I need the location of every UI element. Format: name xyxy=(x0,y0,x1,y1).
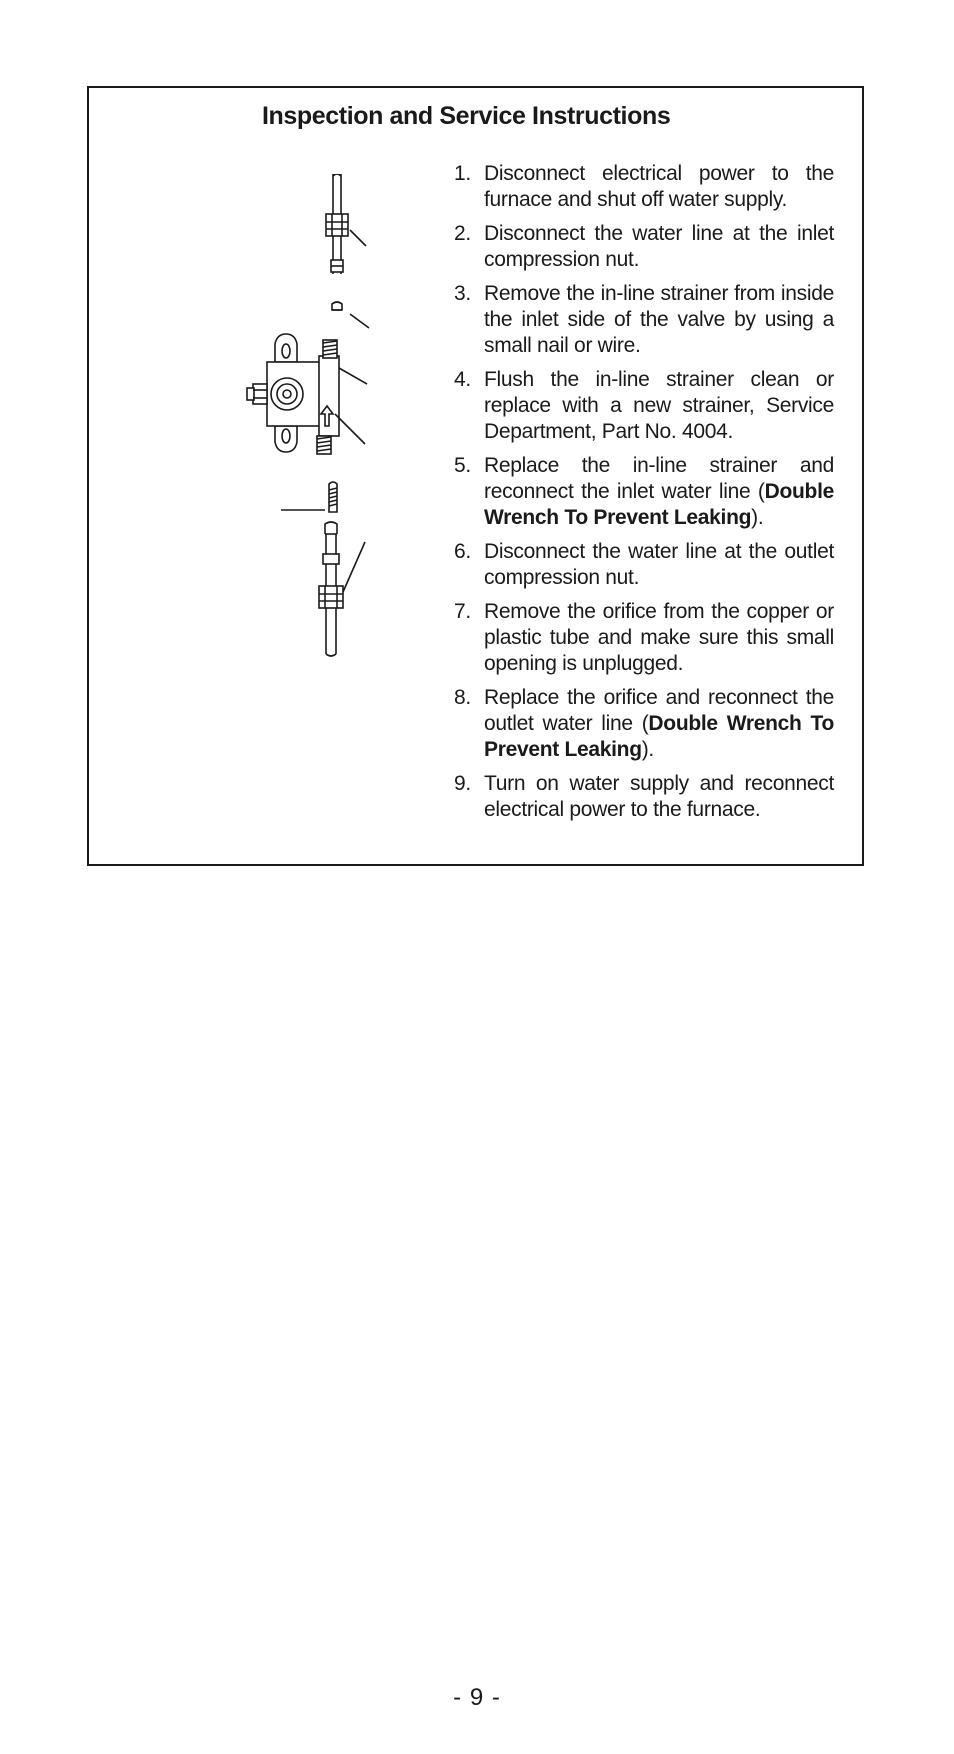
step-text: Disconnect the water line at the outlet compression nut. xyxy=(484,540,834,589)
panel-title: Inspection and Service Instructions xyxy=(262,102,671,130)
step-text: Replace the in-line strainer and reconnect the inlet water line (Double Wrench To Prevent Leaking). xyxy=(484,454,834,529)
step-number: 4. xyxy=(454,368,471,391)
step-item xyxy=(454,453,834,531)
outlet-ferrule xyxy=(323,554,339,564)
step-text: Turn on water supply and reconnect electrical power to the furnace. xyxy=(484,772,834,821)
page-number: - 9 - xyxy=(453,1684,501,1711)
step-item xyxy=(454,599,834,677)
step-text: Flush the in-line strainer clean or replace with a new strainer, Service Department, Part No. 4004. xyxy=(484,368,834,443)
step-item xyxy=(454,367,834,445)
step-text: Remove the in-line strainer from inside the inlet side of the valve by using a small nail or wire. xyxy=(484,282,834,357)
warning-emphasis: Double Wrench To Prevent Leaking xyxy=(484,712,834,761)
step-text: Disconnect electrical power to the furnace and shut off water supply. xyxy=(484,162,834,211)
outlet-nut-leader-line xyxy=(343,542,365,592)
strainer-leader-line xyxy=(350,314,369,328)
step-number: 2. xyxy=(454,222,471,245)
step-number: 6. xyxy=(454,540,471,563)
inlet-nut-leader-line xyxy=(350,230,366,246)
step-item xyxy=(454,539,834,591)
step-item xyxy=(454,221,834,273)
outlet-tube-bottom-end xyxy=(326,654,336,656)
lower-thread xyxy=(317,436,331,454)
valve-exploded-view-illustration xyxy=(169,174,409,814)
step-number: 8. xyxy=(454,686,471,709)
inlet-tube-top-end xyxy=(333,174,341,176)
orifice xyxy=(329,482,337,512)
instruction-steps-list xyxy=(454,161,834,831)
step-item xyxy=(454,281,834,359)
step-text: Disconnect the water line at the inlet compression nut. xyxy=(484,222,834,271)
step-number: 5. xyxy=(454,454,471,477)
instructions-panel xyxy=(87,86,864,866)
inlet-compression-nut xyxy=(326,214,348,236)
step-item xyxy=(454,161,834,213)
outlet-compression-nut xyxy=(319,586,343,608)
step-text: Remove the orifice from the copper or plastic tube and make sure this small opening is unplugged. xyxy=(484,600,834,675)
upper-thread xyxy=(323,340,337,358)
outlet-tube-top xyxy=(325,522,337,534)
valve-assembly-diagram xyxy=(169,174,409,814)
step-number: 3. xyxy=(454,282,471,305)
valve-terminal xyxy=(253,384,267,404)
step-item xyxy=(454,771,834,823)
in-line-strainer xyxy=(332,302,342,310)
step-number: 9. xyxy=(454,772,471,795)
step-item xyxy=(454,685,834,763)
warning-emphasis: Double Wrench To Prevent Leaking xyxy=(484,480,834,529)
step-number: 7. xyxy=(454,600,471,623)
valve-upper-leader-line xyxy=(339,368,367,384)
step-text: Replace the orifice and reconnect the outlet water line (Double Wrench To Prevent Leaking). xyxy=(484,686,834,761)
step-number: 1. xyxy=(454,162,471,185)
